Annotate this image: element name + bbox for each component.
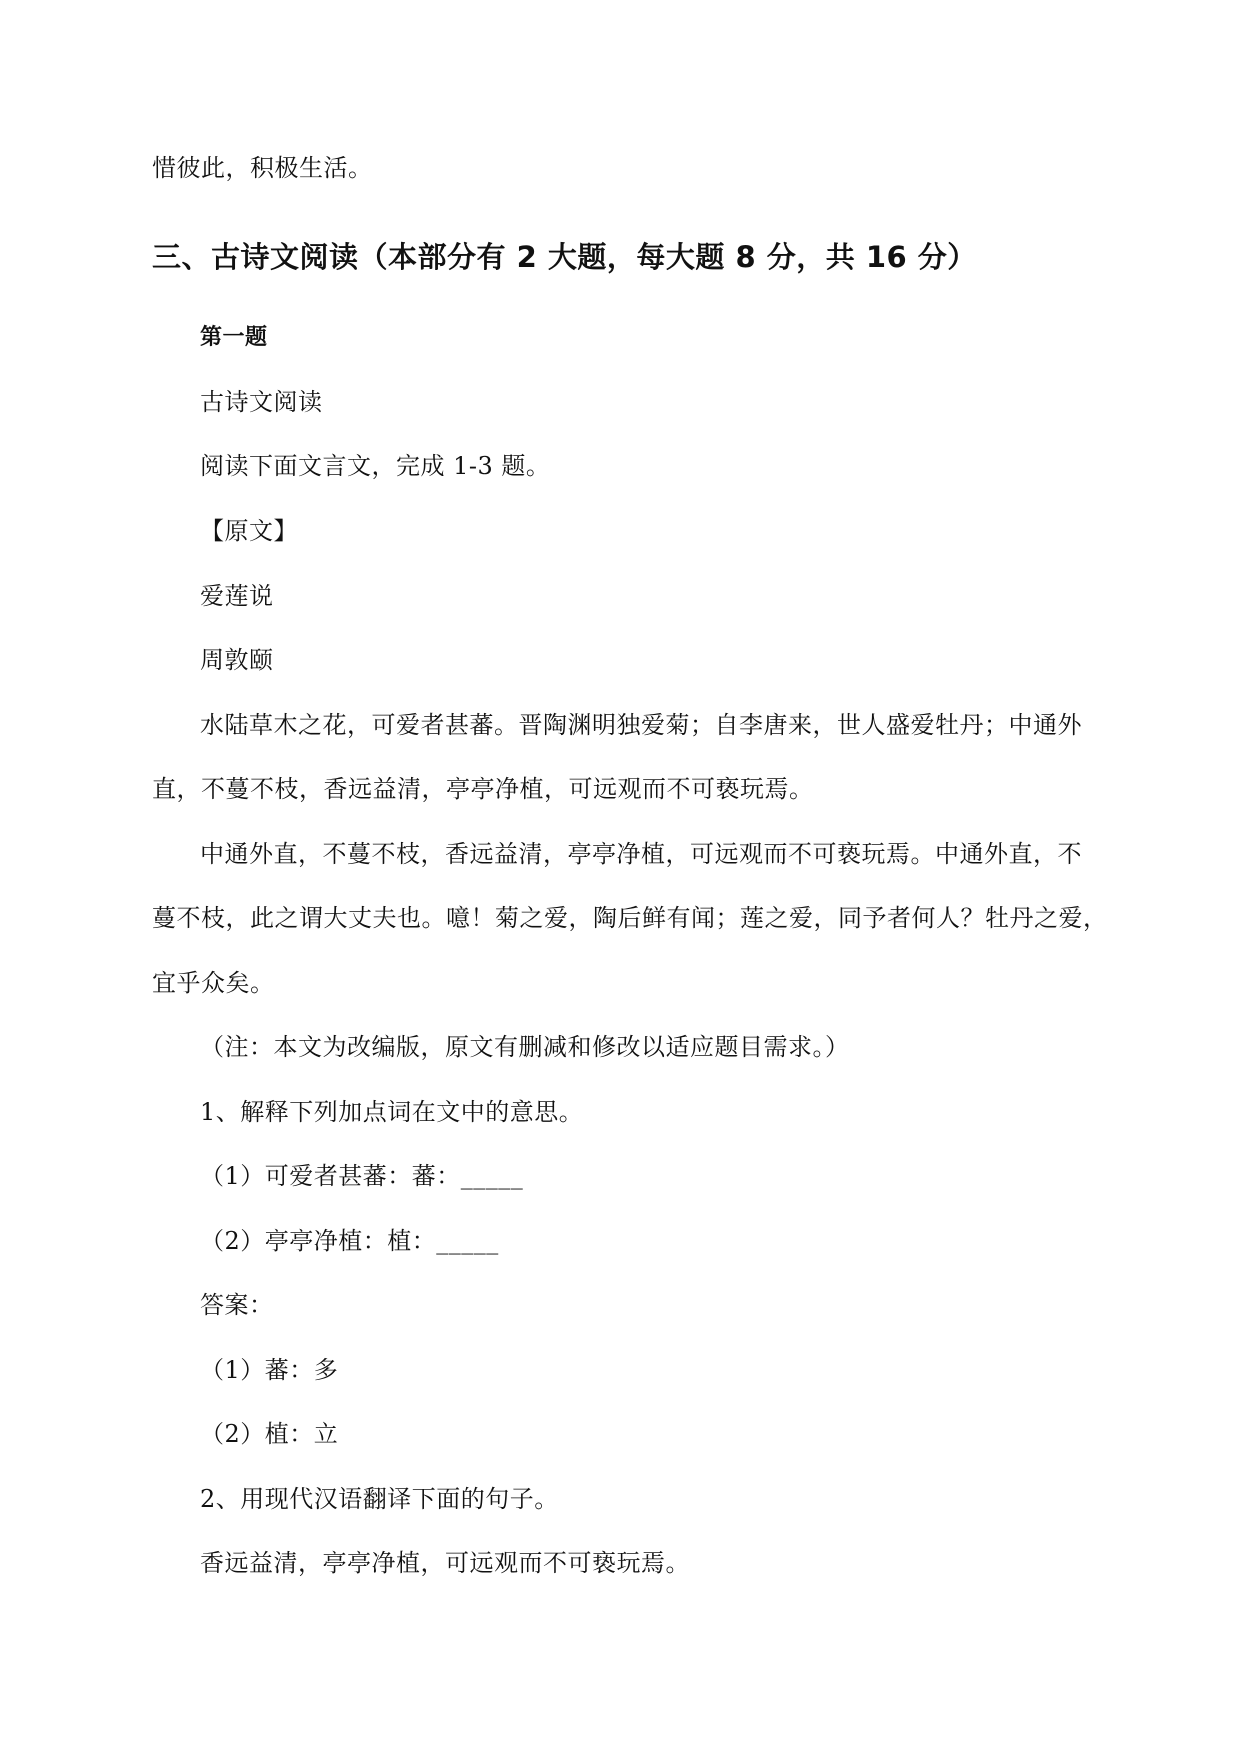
- source-label: 【原文】: [200, 517, 298, 545]
- section-title: 三、古诗文阅读（本部分有 2 大题，每大题 8 分，共 16 分）: [152, 240, 977, 274]
- paragraph-line: 中通外直，不蔓不枝，香远益清，亭亭净植，可远观而不可亵玩焉。中通外直，不: [200, 840, 1082, 868]
- answer-item: （1）蕃：多: [200, 1356, 339, 1384]
- answer-label: 答案：: [200, 1291, 274, 1319]
- poem-title: 爱莲说: [200, 582, 274, 610]
- poem-author: 周敦颐: [200, 646, 274, 674]
- editor-note: （注：本文为改编版，原文有删减和修改以适应题目需求。）: [200, 1033, 850, 1061]
- sub-question-item: （1）可爱者甚蕃：蕃：_____: [200, 1162, 524, 1190]
- reading-instruction: 阅读下面文言文，完成 1-3 题。: [200, 452, 551, 480]
- paragraph-line: 宜乎众矣。: [152, 969, 275, 997]
- answer-item: （2）植：立: [200, 1420, 339, 1448]
- previous-text-fragment: 惜彼此，积极生活。: [152, 154, 373, 182]
- sub-question-item: （2）亭亭净植：植：_____: [200, 1227, 499, 1255]
- question-category: 古诗文阅读: [200, 388, 323, 416]
- sub-question-prompt: 1、解释下列加点词在文中的意思。: [200, 1098, 584, 1126]
- translation-sentence: 香远益清，亭亭净植，可远观而不可亵玩焉。: [200, 1549, 690, 1577]
- paragraph-line: 水陆草木之花，可爱者甚蕃。晋陶渊明独爱菊；自李唐来，世人盛爱牡丹；中通外: [200, 711, 1082, 739]
- paragraph-line: 直，不蔓不枝，香远益清，亭亭净植，可远观而不可亵玩焉。: [152, 775, 814, 803]
- paragraph-line: 蔓不枝，此之谓大丈夫也。噫！菊之爱，陶后鲜有闻；莲之爱，同予者何人？牡丹之爱，: [152, 904, 1108, 932]
- question-heading: 第一题: [200, 325, 268, 350]
- sub-question-prompt: 2、用现代汉语翻译下面的句子。: [200, 1485, 559, 1513]
